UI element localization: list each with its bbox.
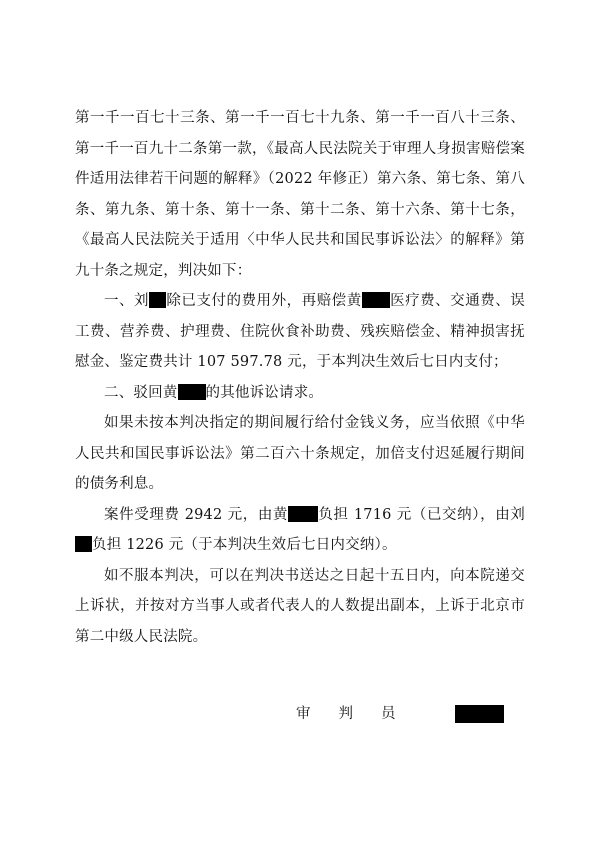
- case-fee-part-c: 负担 1226 元（于本判决生效后七日内交纳）。: [92, 537, 397, 553]
- case-fee-part-a: 案件受理费 2942 元，由黄: [104, 506, 289, 523]
- case-fee-paragraph: [75, 500, 525, 561]
- appeal-notice-text: 如不服本判决，可以在判决书送达之日起十五日内，向本院递交上诉状，并按对方当事人或者代表人的人数提出副本，上诉于北京市第二中级人民法院。: [75, 567, 525, 645]
- redaction-block: [288, 506, 318, 522]
- judgment-body: [75, 103, 525, 652]
- legal-basis-paragraph: [75, 103, 525, 286]
- judge-name-redaction: [455, 705, 504, 723]
- legal-basis-text: 第一千一百七十三条、第一千一百七十九条、第一千一百八十三条、第一千一百九十二条第一款，《最高人民法院关于审理人身损害赔偿案件适用法律若干问题的解释》（2022 年修正）第六条、第七条、第八条、第九条、第十条、第十一条、第十二条、第十六条、第十七条，《最高人民法院关于适用〈中华人民共和国民事诉讼法〉的解释》第九十条之规定，判决如下：: [75, 110, 525, 279]
- appeal-notice-paragraph: [75, 561, 525, 653]
- case-fee-part-b: 负担 1716 元（已交纳），由刘: [318, 506, 525, 523]
- signature-label: 审判员: [296, 706, 424, 722]
- interest-notice-paragraph: [75, 408, 525, 500]
- redaction-block: [75, 536, 92, 552]
- ruling-item-1-part-a: 一、刘: [104, 293, 150, 309]
- redaction-block: [149, 292, 166, 308]
- ruling-item-2-part-b: 的其他诉讼请求。: [205, 384, 324, 401]
- interest-notice-text: 如果未按本判决指定的期间履行给付金钱义务，应当依照《中华人民共和国民事诉讼法》第二百六十条规定，加倍支付迟延履行期间的债务利息。: [75, 415, 525, 492]
- ruling-item-1: [75, 286, 525, 378]
- ruling-item-1-part-b: 除已支付的费用外，再赔偿黄: [166, 293, 362, 309]
- ruling-item-1-part-c: 医疗费、交通费、误工费、营养费、护理费、住院伙食补助费、残疾赔偿金、精神损害抚慰金、鉴定费共计 107 597.78 元，于本判决生效后七日内支付；: [75, 293, 525, 370]
- redaction-block: [362, 292, 390, 308]
- ruling-item-2-part-a: 二、驳回黄: [104, 384, 178, 401]
- ruling-item-2: [75, 378, 525, 409]
- redaction-block: [178, 384, 206, 400]
